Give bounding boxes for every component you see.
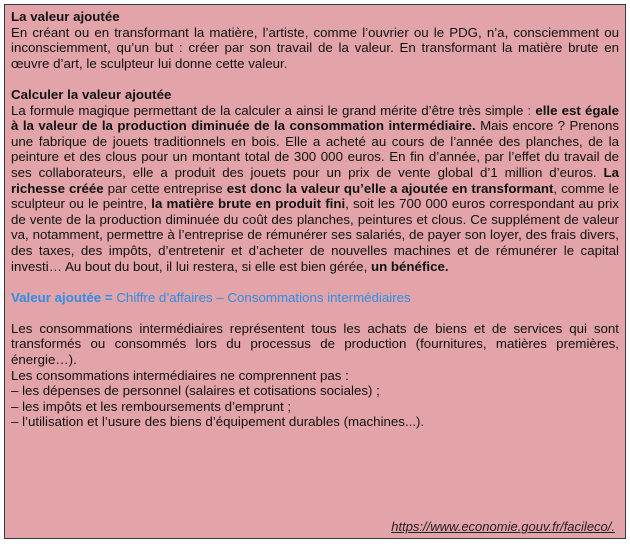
text-box xyxy=(4,4,626,539)
calc-text-1: La formule magique permettant de la calculer a ainsi le grand mérite d’être très simple : xyxy=(11,102,536,118)
formula xyxy=(11,290,619,306)
list-item: – les dépenses de personnel (salaires et cotisations sociales) ; xyxy=(11,383,380,399)
spacer xyxy=(11,274,619,290)
section-title-valeur-ajoutee: La valeur ajoutée xyxy=(11,9,120,24)
list-item: – les impôts et les remboursements d’emprunt ; xyxy=(11,398,292,414)
calc-text-4: , comme le sculpteur ou le peintre, xyxy=(11,180,619,212)
list-item: – l’utilisation et l’usure des biens d’équipement durables (machines...). xyxy=(11,414,425,430)
calc-bold-5: un bénéfice. xyxy=(370,258,449,274)
calc-bold-1: elle est égale à la valeur de la production diminuée de la consommation intermédiaire. xyxy=(11,102,619,134)
formula-rhs: Chiffre d’affaires – Consommations intermédiaires xyxy=(112,289,411,305)
consommations-exclusions-intro: Les consommations intermédiaires ne comprennent pas : xyxy=(11,367,349,383)
consommations-definition: Les consommations intermédiaires représentent tous les achats de biens et de services qui sont transformés ou consommés lors du processus de production (fournitures, matières premières, énergie…). xyxy=(11,320,619,368)
calc-text-5: , soit les 700 000 euros correspondant au prix de vente de la production diminuée du coût des planches, peintures et clous. Ce supplément de valeur va, notamment, permettre à l’entreprise de rémunérer ses salariés, de payer son loyer, des frais divers, des taxes, des impôts, d’entretenir et d’acheter de nouvelles machines et de rémunérer le capital investi… Au bout du bout, il lui restera, si elle est bien gérée, xyxy=(11,196,619,274)
section-title-calculer: Calculer la valeur ajoutée xyxy=(11,86,172,102)
calc-bold-2: La richesse créée xyxy=(11,164,619,196)
formula-lhs: Valeur ajoutée = xyxy=(11,289,113,305)
source-link[interactable]: https://www.economie.gouv.fr/facileco/. xyxy=(391,519,615,535)
section-body-valeur-ajoutee: En créant ou en transformant la matière, l’artiste, comme l’ouvrier ou le PDG, n’a, consciemment ou inconsciemment, qu’un but : créer par son travail de la valeur. En transformant la matière brute en œuvre d’art, le sculpteur lui donne cette valeur. xyxy=(11,24,619,71)
section-body-calculer xyxy=(11,103,619,275)
calc-bold-3: est donc la valeur qu’elle a ajoutée en transformant xyxy=(226,180,554,196)
calc-text-2: Mais encore ? Prenons une fabrique de jouets traditionnels en bois. Elle a acheté au cours de l’année des planches, de la peinture et des clous pour un montant total de 300 000 euros. En fin d’année, par l’effet du travail de ses collaborateurs, elle a produit des jouets pour un prix de vente global d’1 million d’euros. xyxy=(11,118,619,180)
calc-text-3: par cette entreprise xyxy=(103,180,227,196)
calc-bold-4: la matière brute en produit fini xyxy=(151,196,346,212)
spacer xyxy=(11,71,619,87)
spacer xyxy=(11,305,619,321)
